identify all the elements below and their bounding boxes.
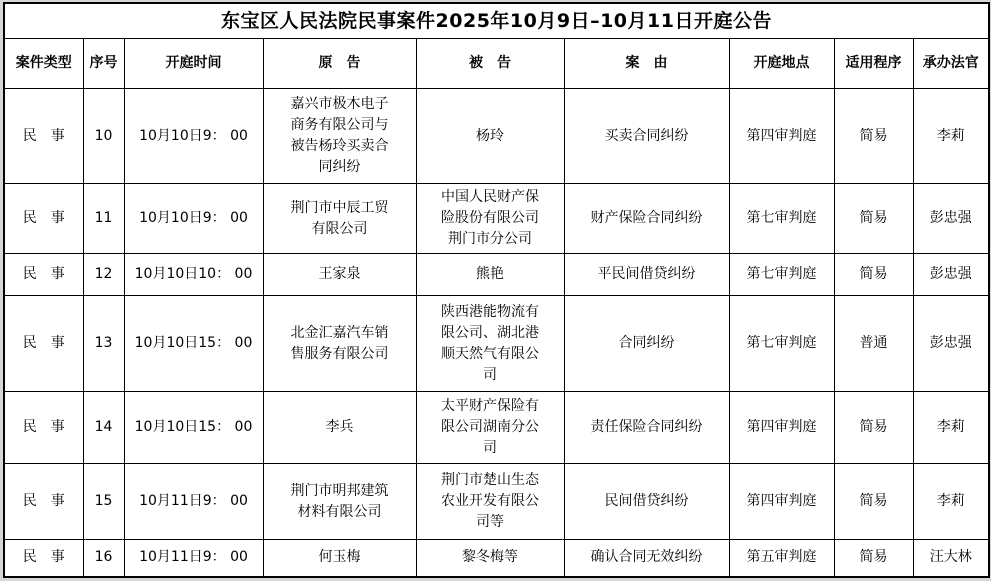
cell-index: 12 <box>83 254 124 296</box>
cell-cause: 合同纠纷 <box>564 296 729 392</box>
cell-judge: 彭忠强 <box>913 254 989 296</box>
case-table-body <box>4 89 989 577</box>
cell-plaintiff: 荆门市明邦建筑材料有限公司 <box>263 464 416 540</box>
cell-judge: 彭忠强 <box>913 184 989 254</box>
cell-procedure: 简易 <box>834 89 913 184</box>
cell-time: 10月10日10： 00 <box>124 254 263 296</box>
col-header-case-type: 案件类型 <box>4 39 83 89</box>
cell-time: 10月10日15： 00 <box>124 296 263 392</box>
cell-defendant: 荆门市楚山生态农业开发有限公司等 <box>416 464 564 540</box>
header-row <box>4 39 989 89</box>
cell-time: 10月10日9： 00 <box>124 89 263 184</box>
col-header-time: 开庭时间 <box>124 39 263 89</box>
cell-cause: 财产保险合同纠纷 <box>564 184 729 254</box>
col-header-judge: 承办法官 <box>913 39 989 89</box>
cell-judge: 彭忠强 <box>913 296 989 392</box>
cell-cause: 民间借贷纠纷 <box>564 464 729 540</box>
col-header-procedure: 适用程序 <box>834 39 913 89</box>
cell-procedure: 普通 <box>834 296 913 392</box>
cell-defendant: 太平财产保险有限公司湖南分公司 <box>416 392 564 464</box>
table-row <box>4 254 989 296</box>
cell-location: 第四审判庭 <box>729 89 834 184</box>
cell-judge: 李莉 <box>913 464 989 540</box>
page-title: 东宝区人民法院民事案件2025年10月9日–10月11日开庭公告 <box>4 3 989 39</box>
cell-time: 10月10日15： 00 <box>124 392 263 464</box>
cell-index: 11 <box>83 184 124 254</box>
table-row <box>4 184 989 254</box>
table-row <box>4 540 989 577</box>
col-header-location: 开庭地点 <box>729 39 834 89</box>
cell-plaintiff: 何玉梅 <box>263 540 416 577</box>
cell-index: 16 <box>83 540 124 577</box>
cell-time: 10月11日9： 00 <box>124 464 263 540</box>
cell-case-type: 民 事 <box>4 296 83 392</box>
cell-plaintiff: 荆门市中辰工贸有限公司 <box>263 184 416 254</box>
cell-judge: 汪大林 <box>913 540 989 577</box>
cell-location: 第七审判庭 <box>729 296 834 392</box>
cell-procedure: 简易 <box>834 392 913 464</box>
col-header-cause: 案 由 <box>564 39 729 89</box>
cell-plaintiff: 王家泉 <box>263 254 416 296</box>
cell-procedure: 简易 <box>834 254 913 296</box>
cell-location: 第四审判庭 <box>729 392 834 464</box>
cell-plaintiff: 李兵 <box>263 392 416 464</box>
cell-index: 13 <box>83 296 124 392</box>
cell-location: 第四审判庭 <box>729 464 834 540</box>
cell-plaintiff: 北金汇嘉汽车销售服务有限公司 <box>263 296 416 392</box>
cell-defendant: 杨玲 <box>416 89 564 184</box>
cell-plaintiff: 嘉兴市极木电子商务有限公司与被告杨玲买卖合同纠纷 <box>263 89 416 184</box>
hearing-announcement-table <box>3 2 990 578</box>
cell-case-type: 民 事 <box>4 254 83 296</box>
table-row <box>4 296 989 392</box>
cell-case-type: 民 事 <box>4 184 83 254</box>
cell-index: 15 <box>83 464 124 540</box>
cell-defendant: 中国人民财产保险股份有限公司荆门市分公司 <box>416 184 564 254</box>
cell-case-type: 民 事 <box>4 464 83 540</box>
cell-defendant: 陕西港能物流有限公司、湖北港顺天然气有限公司 <box>416 296 564 392</box>
col-header-index: 序号 <box>83 39 124 89</box>
title-row <box>4 3 989 39</box>
table-row <box>4 464 989 540</box>
table-row <box>4 392 989 464</box>
cell-procedure: 简易 <box>834 540 913 577</box>
cell-judge: 李莉 <box>913 392 989 464</box>
cell-cause: 确认合同无效纠纷 <box>564 540 729 577</box>
table-row <box>4 89 989 184</box>
col-header-plaintiff: 原 告 <box>263 39 416 89</box>
cell-location: 第五审判庭 <box>729 540 834 577</box>
cell-defendant: 黎冬梅等 <box>416 540 564 577</box>
cell-case-type: 民 事 <box>4 540 83 577</box>
cell-time: 10月11日9： 00 <box>124 540 263 577</box>
cell-cause: 买卖合同纠纷 <box>564 89 729 184</box>
cell-time: 10月10日9： 00 <box>124 184 263 254</box>
cell-case-type: 民 事 <box>4 89 83 184</box>
cell-index: 10 <box>83 89 124 184</box>
cell-procedure: 简易 <box>834 464 913 540</box>
cell-cause: 平民间借贷纠纷 <box>564 254 729 296</box>
cell-index: 14 <box>83 392 124 464</box>
cell-defendant: 熊艳 <box>416 254 564 296</box>
cell-cause: 责任保险合同纠纷 <box>564 392 729 464</box>
cell-location: 第七审判庭 <box>729 184 834 254</box>
cell-location: 第七审判庭 <box>729 254 834 296</box>
cell-procedure: 简易 <box>834 184 913 254</box>
col-header-defendant: 被 告 <box>416 39 564 89</box>
cell-case-type: 民 事 <box>4 392 83 464</box>
cell-judge: 李莉 <box>913 89 989 184</box>
